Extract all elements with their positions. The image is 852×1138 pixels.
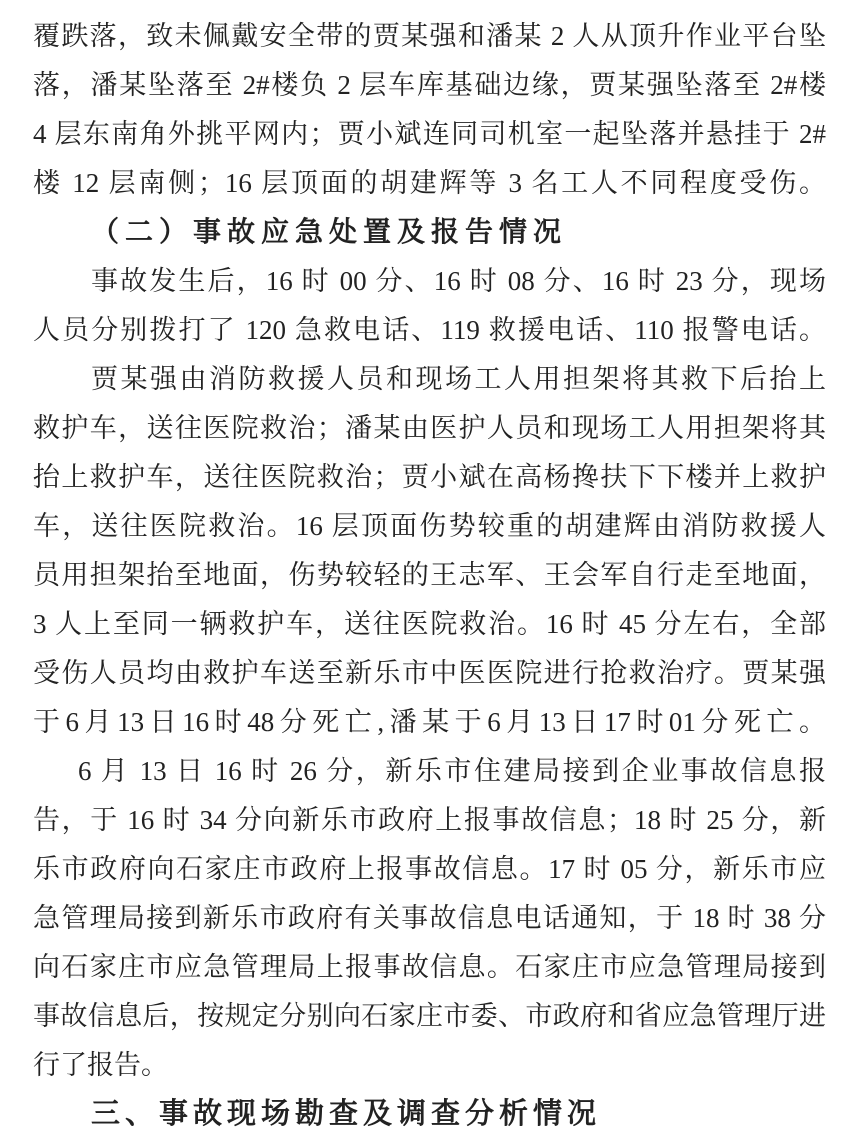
body-line: 行了报告。 (33, 1050, 168, 1080)
body-line: 向石家庄市应急管理局上报事故信息。石家庄市应急管理局接到 (33, 952, 826, 982)
body-line: 落，潘某坠落至 2#楼负 2 层车库基础边缘，贾某强坠落至 2#楼 (33, 70, 826, 100)
body-line: 抬上救护车，送往医院救治；贾小斌在高杨搀扶下下楼并上救护 (33, 462, 826, 492)
body-line: 覆跌落，致未佩戴安全带的贾某强和潘某 2 人从顶升作业平台坠 (33, 21, 826, 51)
body-line: 急管理局接到新乐市政府有关事故信息电话通知，于 18 时 38 分 (33, 903, 826, 933)
body-line: 人员分别拨打了 120 急救电话、119 救援电话、110 报警电话。 (33, 315, 826, 345)
body-line: 乐市政府向石家庄市政府上报事故信息。17 时 05 分，新乐市应 (33, 854, 826, 884)
body-line: 贾某强由消防救援人员和现场工人用担架将其救下后抬上 (91, 364, 826, 394)
subsection-heading: （二）事故应急处置及报告情况 (91, 217, 568, 248)
body-line: 车，送往医院救治。16 层顶面伤势较重的胡建辉由消防救援人 (33, 511, 826, 541)
body-line: 楼 12 层南侧；16 层顶面的胡建辉等 3 名工人不同程度受伤。 (33, 168, 826, 198)
body-line: 受伤人员均由救护车送至新乐市中医医院进行抢救治疗。贾某强 (33, 658, 826, 688)
body-line: 告，于 16 时 34 分向新乐市政府上报事故信息；18 时 25 分，新 (33, 805, 826, 835)
body-line: 事故发生后，16 时 00 分、16 时 08 分、16 时 23 分，现场 (91, 266, 826, 296)
body-line: 事故信息后，按规定分别向石家庄市委、市政府和省应急管理厅进 (33, 1001, 826, 1031)
section-heading: 三、事故现场勘查及调查分析情况 (91, 1098, 602, 1130)
body-line: 救护车，送往医院救治；潘某由医护人员和现场工人用担架将其 (33, 413, 826, 443)
body-line: 于6月13日16时48分死亡,潘某于6月13日17时01分死亡。 (33, 707, 826, 737)
body-line: 员用担架抬至地面，伤势较轻的王志军、王会军自行走至地面， (33, 560, 826, 590)
body-line: 3 人上至同一辆救护车，送往医院救治。16 时 45 分左右，全部 (33, 609, 826, 639)
body-line: 6 月 13 日 16 时 26 分，新乐市住建局接到企业事故信息报 (78, 756, 826, 786)
body-line: 4 层东南角外挑平网内；贾小斌连同司机室一起坠落并悬挂于 2# (33, 119, 826, 149)
